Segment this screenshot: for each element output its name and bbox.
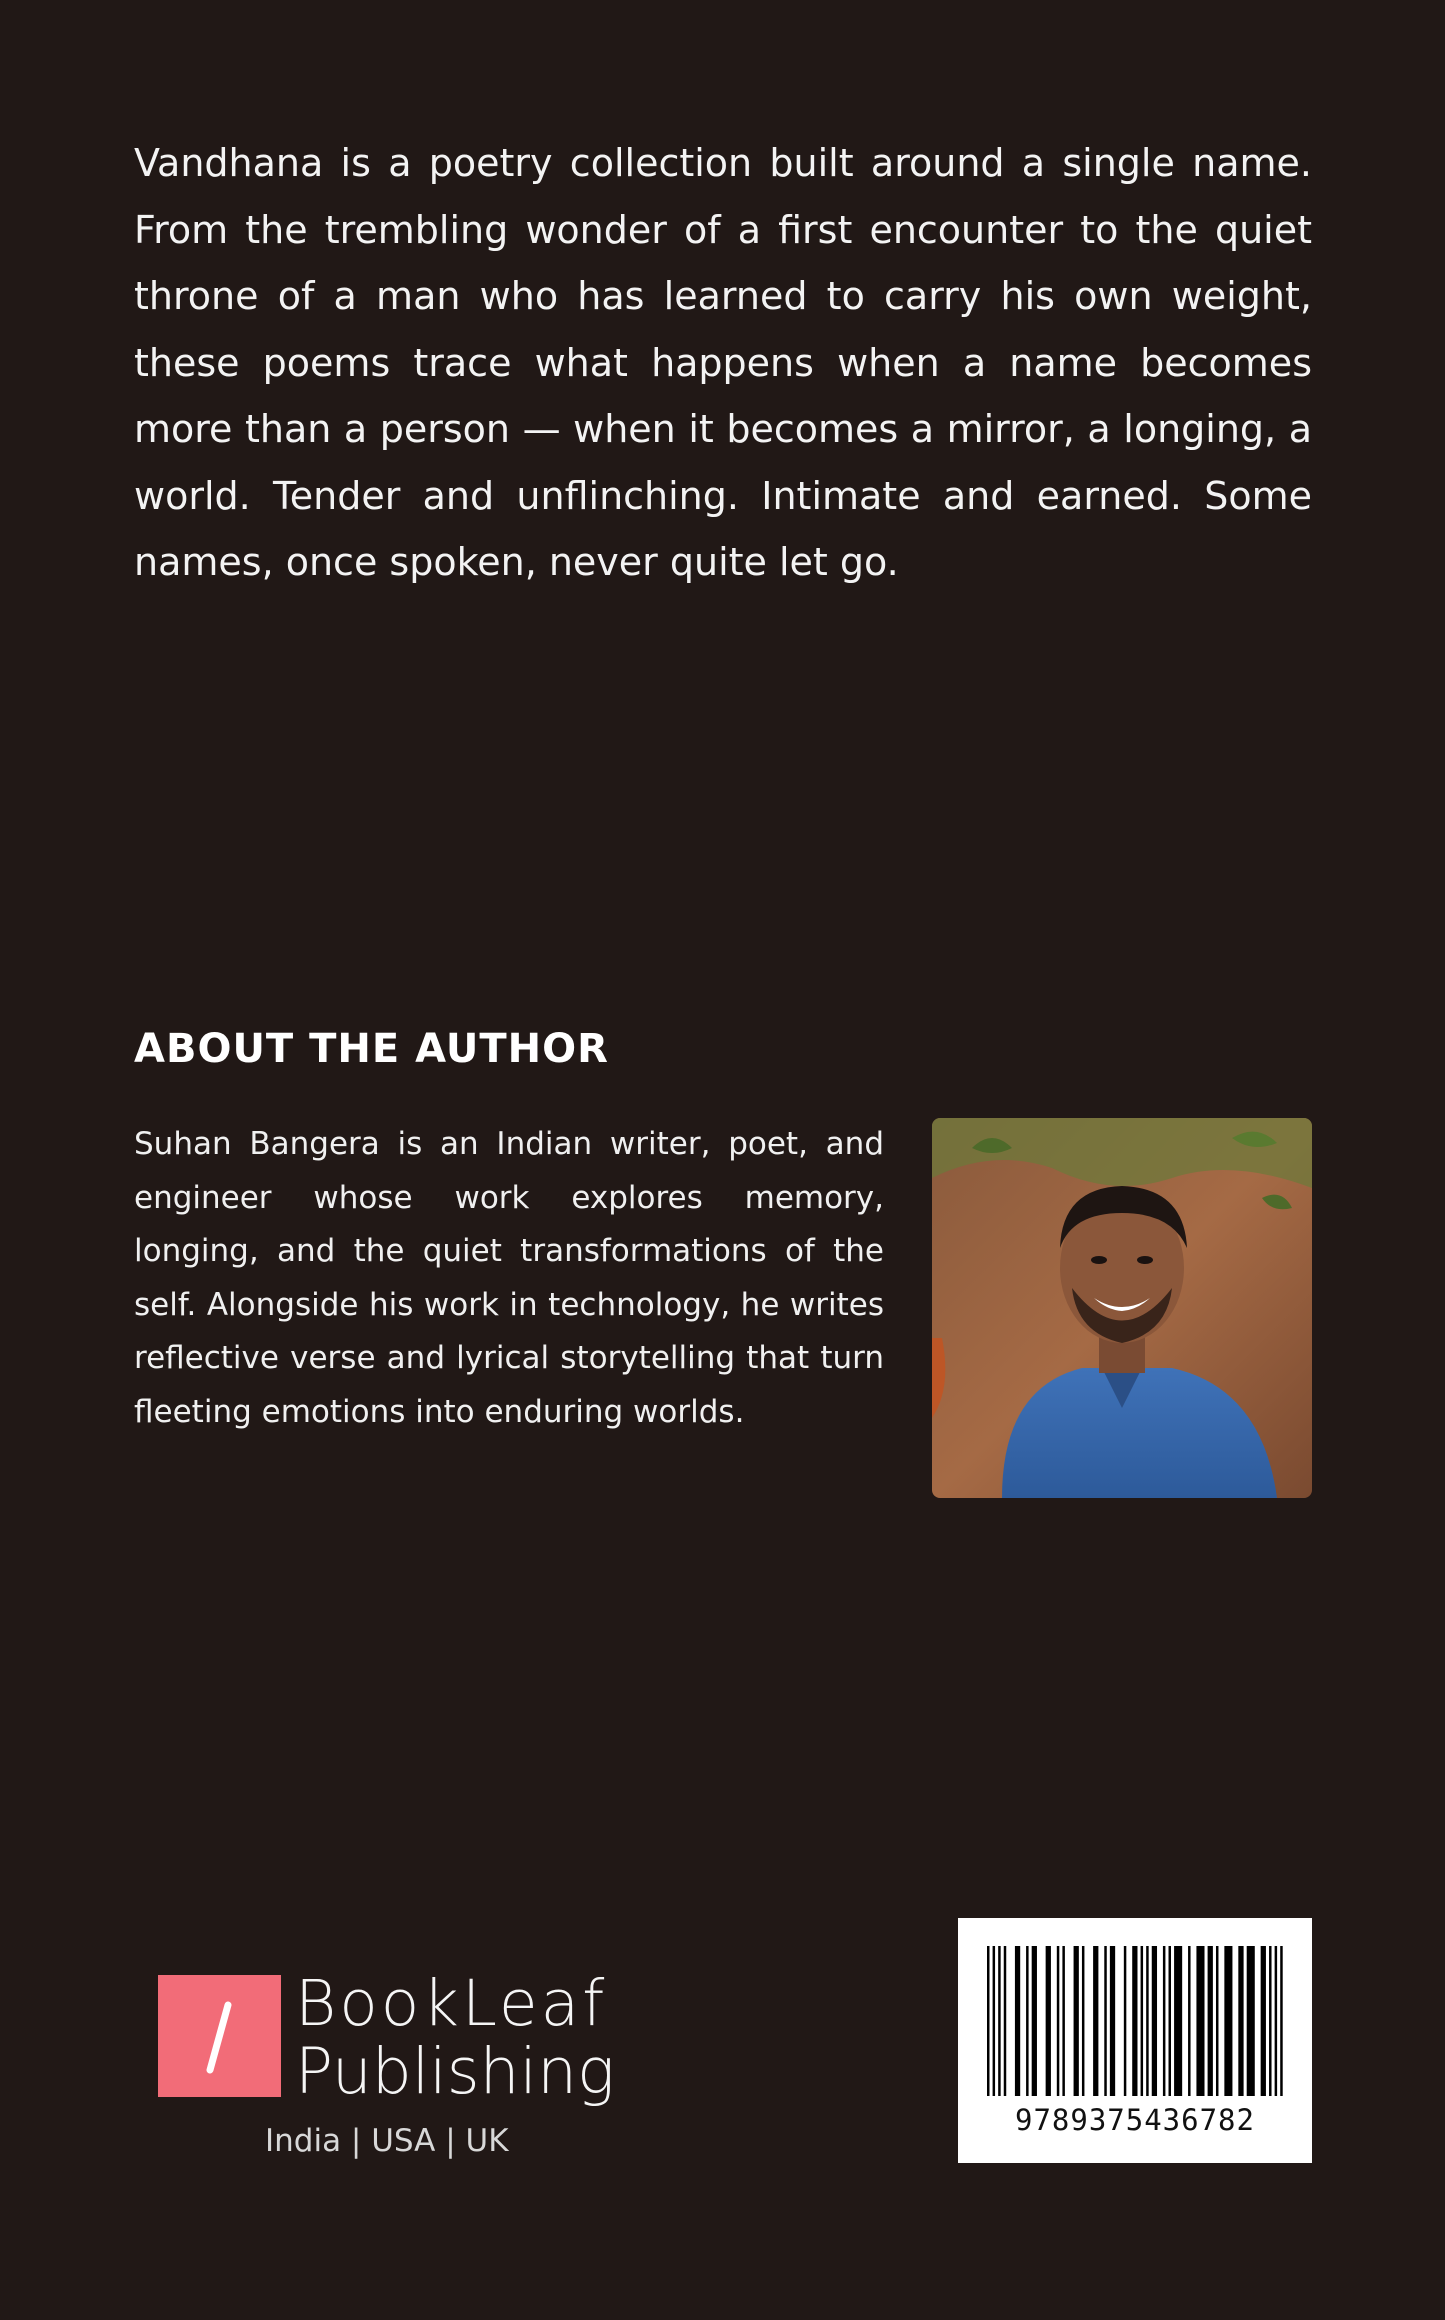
publisher-name-line1: BookLeaf — [295, 1967, 608, 2040]
barcode-bar — [1152, 1946, 1157, 2096]
barcode-bar — [1174, 1946, 1182, 2096]
barcode-bar — [1208, 1946, 1213, 2096]
author-photo — [932, 1118, 1312, 1498]
barcode-bar — [1238, 1946, 1243, 2096]
bookleaf-publishing-logo — [158, 1967, 618, 2165]
author-bio: Suhan Bangera is an Indian writer, poet, and engineer whose work explores memory, longing, and the quiet transformations of the self. Alongside his work in technology, he writes reflective verse and lyrical storytelling that turn fleeting emotions into enduring worlds. — [134, 1126, 884, 1430]
barcode-bar — [1074, 1946, 1079, 2096]
barcode-bar — [1062, 1946, 1064, 2096]
isbn-number: 9789375436782 — [1015, 2103, 1255, 2137]
book-blurb: Vandhana is a poetry collection built around a single name. From the trembling wonder of a first encounter to the quiet throne of a man who has learned to carry his own weight, these poems trace what happens when a name becomes more than a person — when it becomes a mirror, a longing, a world. Tender and unflinching. Intimate and earned. Some names, once spoken, never quite let go. — [134, 141, 1312, 584]
barcode-bar — [1057, 1946, 1059, 2096]
barcode-icon — [987, 1946, 1283, 2096]
barcode-bar — [1146, 1946, 1148, 2096]
barcode-bar — [1216, 1946, 1218, 2096]
barcode-bar — [1132, 1946, 1137, 2096]
barcode-bar — [1093, 1946, 1098, 2096]
barcode-bar — [987, 1946, 989, 2096]
publisher-regions: India | USA | UK — [265, 2123, 509, 2159]
barcode-bar — [1261, 1946, 1266, 2096]
barcode-bar — [1110, 1946, 1115, 2096]
publisher-name-line2: Publishing — [295, 2035, 615, 2108]
barcode-bar — [1124, 1946, 1126, 2096]
barcode-bar — [1141, 1946, 1143, 2096]
barcode-bar — [998, 1946, 1000, 2096]
barcode-bar — [1082, 1946, 1084, 2096]
barcode-bar — [1188, 1946, 1190, 2096]
barcode-bar — [1275, 1946, 1277, 2096]
barcode-bar — [1169, 1946, 1171, 2096]
barcode-bar — [1015, 1946, 1020, 2096]
barcode-bar — [1247, 1946, 1255, 2096]
barcode-bar — [1046, 1946, 1051, 2096]
about-author-heading: ABOUT THE AUTHOR — [134, 1026, 609, 1072]
barcode-bar — [1269, 1946, 1271, 2096]
isbn-barcode — [958, 1918, 1312, 2163]
barcode-bar — [1032, 1946, 1037, 2096]
barcode-bar — [1104, 1946, 1106, 2096]
barcode-bar — [1280, 1946, 1282, 2096]
barcode-bar — [1026, 1946, 1028, 2096]
barcode-bar — [1196, 1946, 1204, 2096]
barcode-bar — [1224, 1946, 1232, 2096]
barcode-bar — [993, 1946, 995, 2096]
barcode-bar — [1004, 1946, 1006, 2096]
slash-icon — [158, 1975, 281, 2097]
barcode-bar — [1163, 1946, 1165, 2096]
